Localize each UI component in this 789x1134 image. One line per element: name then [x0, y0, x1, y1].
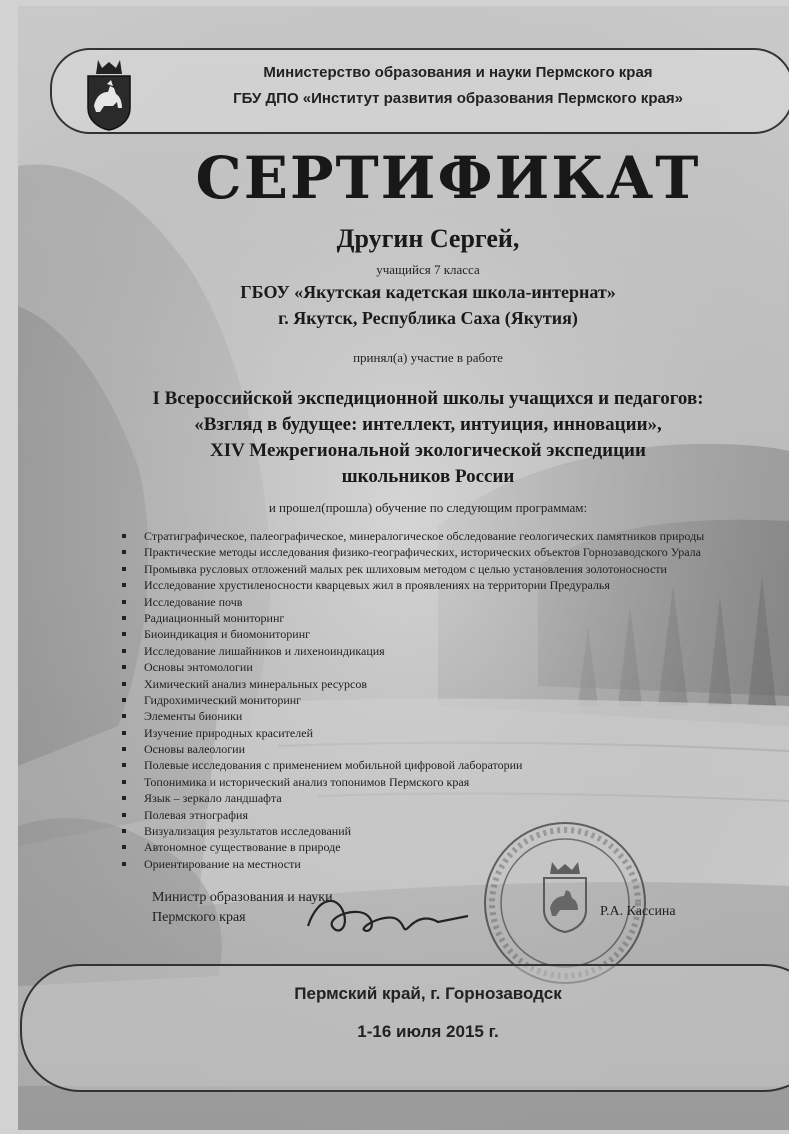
programs-list — [118, 528, 778, 872]
list-item: Основы энтомологии — [118, 659, 778, 675]
event-line-2: «Взгляд в будущее: интеллект, интуиция, инновации», — [194, 414, 662, 435]
list-item: Автономное существование в природе — [118, 839, 778, 855]
event-line-3: XIV Межрегиональной экологической экспедиции — [210, 440, 646, 461]
recipient-name: Другин Сергей, — [336, 224, 520, 253]
training-intro: и прошел(прошла) обучение по следующим программам: — [268, 500, 588, 515]
event-line-4: школьников России — [341, 466, 515, 487]
list-item: Химический анализ минеральных ресурсов — [118, 676, 778, 692]
recipient-grade: учащийся 7 класса — [376, 262, 480, 277]
perm-krai-coat-of-arms-icon — [80, 56, 138, 132]
event-line-1: I Всероссийской экспедиционной школы учащихся и педагогов: — [152, 388, 704, 409]
list-item: Практические методы исследования физико-географических, исторических объектов Горнозаводского Урала — [118, 544, 778, 560]
list-item: Визуализация результатов исследований — [118, 823, 778, 839]
certificate-title: СЕРТИФИКАТ — [195, 144, 701, 212]
footer-place: Пермский край, г. Горнозаводск — [294, 984, 562, 1003]
list-item: Исследование лишайников и лихеноиндикация — [118, 643, 778, 659]
list-item: Исследование почв — [118, 594, 778, 610]
list-item: Основы валеологии — [118, 741, 778, 757]
list-item: Изучение природных красителей — [118, 725, 778, 741]
list-item: Исследование хрустиленосности кварцевых жил в проявлениях на территории Предуралья — [118, 577, 778, 593]
recipient-city: г. Якутск, Республика Саха (Якутия) — [278, 308, 578, 328]
list-item: Ориентирование на местности — [118, 856, 778, 872]
footer-dates: 1-16 июля 2015 г. — [357, 1022, 499, 1041]
list-item: Гидрохимический мониторинг — [118, 692, 778, 708]
handwritten-signature — [298, 886, 478, 946]
list-item: Промывка русловых отложений малых рек шлиховым методом с целью установления золотоносности — [118, 561, 778, 577]
list-item: Топонимика и исторический анализ топонимов Пермского края — [118, 774, 778, 790]
header-ministry: Министерство образования и науки Пермского края — [263, 64, 653, 81]
header-institute: ГБУ ДПО «Институт развития образования Пермского края» — [233, 90, 683, 107]
signatory-title-line-1: Министр образования и науки — [152, 890, 333, 905]
certificate-page — [18, 6, 789, 1130]
official-seal-icon — [480, 818, 650, 988]
signatory-title-line-2: Пермского края — [152, 910, 246, 925]
list-item: Полевая этнография — [118, 807, 778, 823]
recipient-school: ГБОУ «Якутская кадетская школа-интернат» — [240, 282, 616, 302]
list-item: Биоиндикация и биомониторинг — [118, 626, 778, 642]
participation-text: принял(а) участие в работе — [353, 350, 503, 365]
list-item: Элементы бионики — [118, 708, 778, 724]
list-item: Радиационный мониторинг — [118, 610, 778, 626]
list-item: Стратиграфическое, палеографическое, минералогическое обследование геологических памятников природы — [118, 528, 778, 544]
list-item: Полевые исследования с применением мобильной цифровой лаборатории — [118, 757, 778, 773]
signatory-name: Р.А. Кассина — [600, 904, 676, 919]
list-item: Язык – зеркало ландшафта — [118, 790, 778, 806]
